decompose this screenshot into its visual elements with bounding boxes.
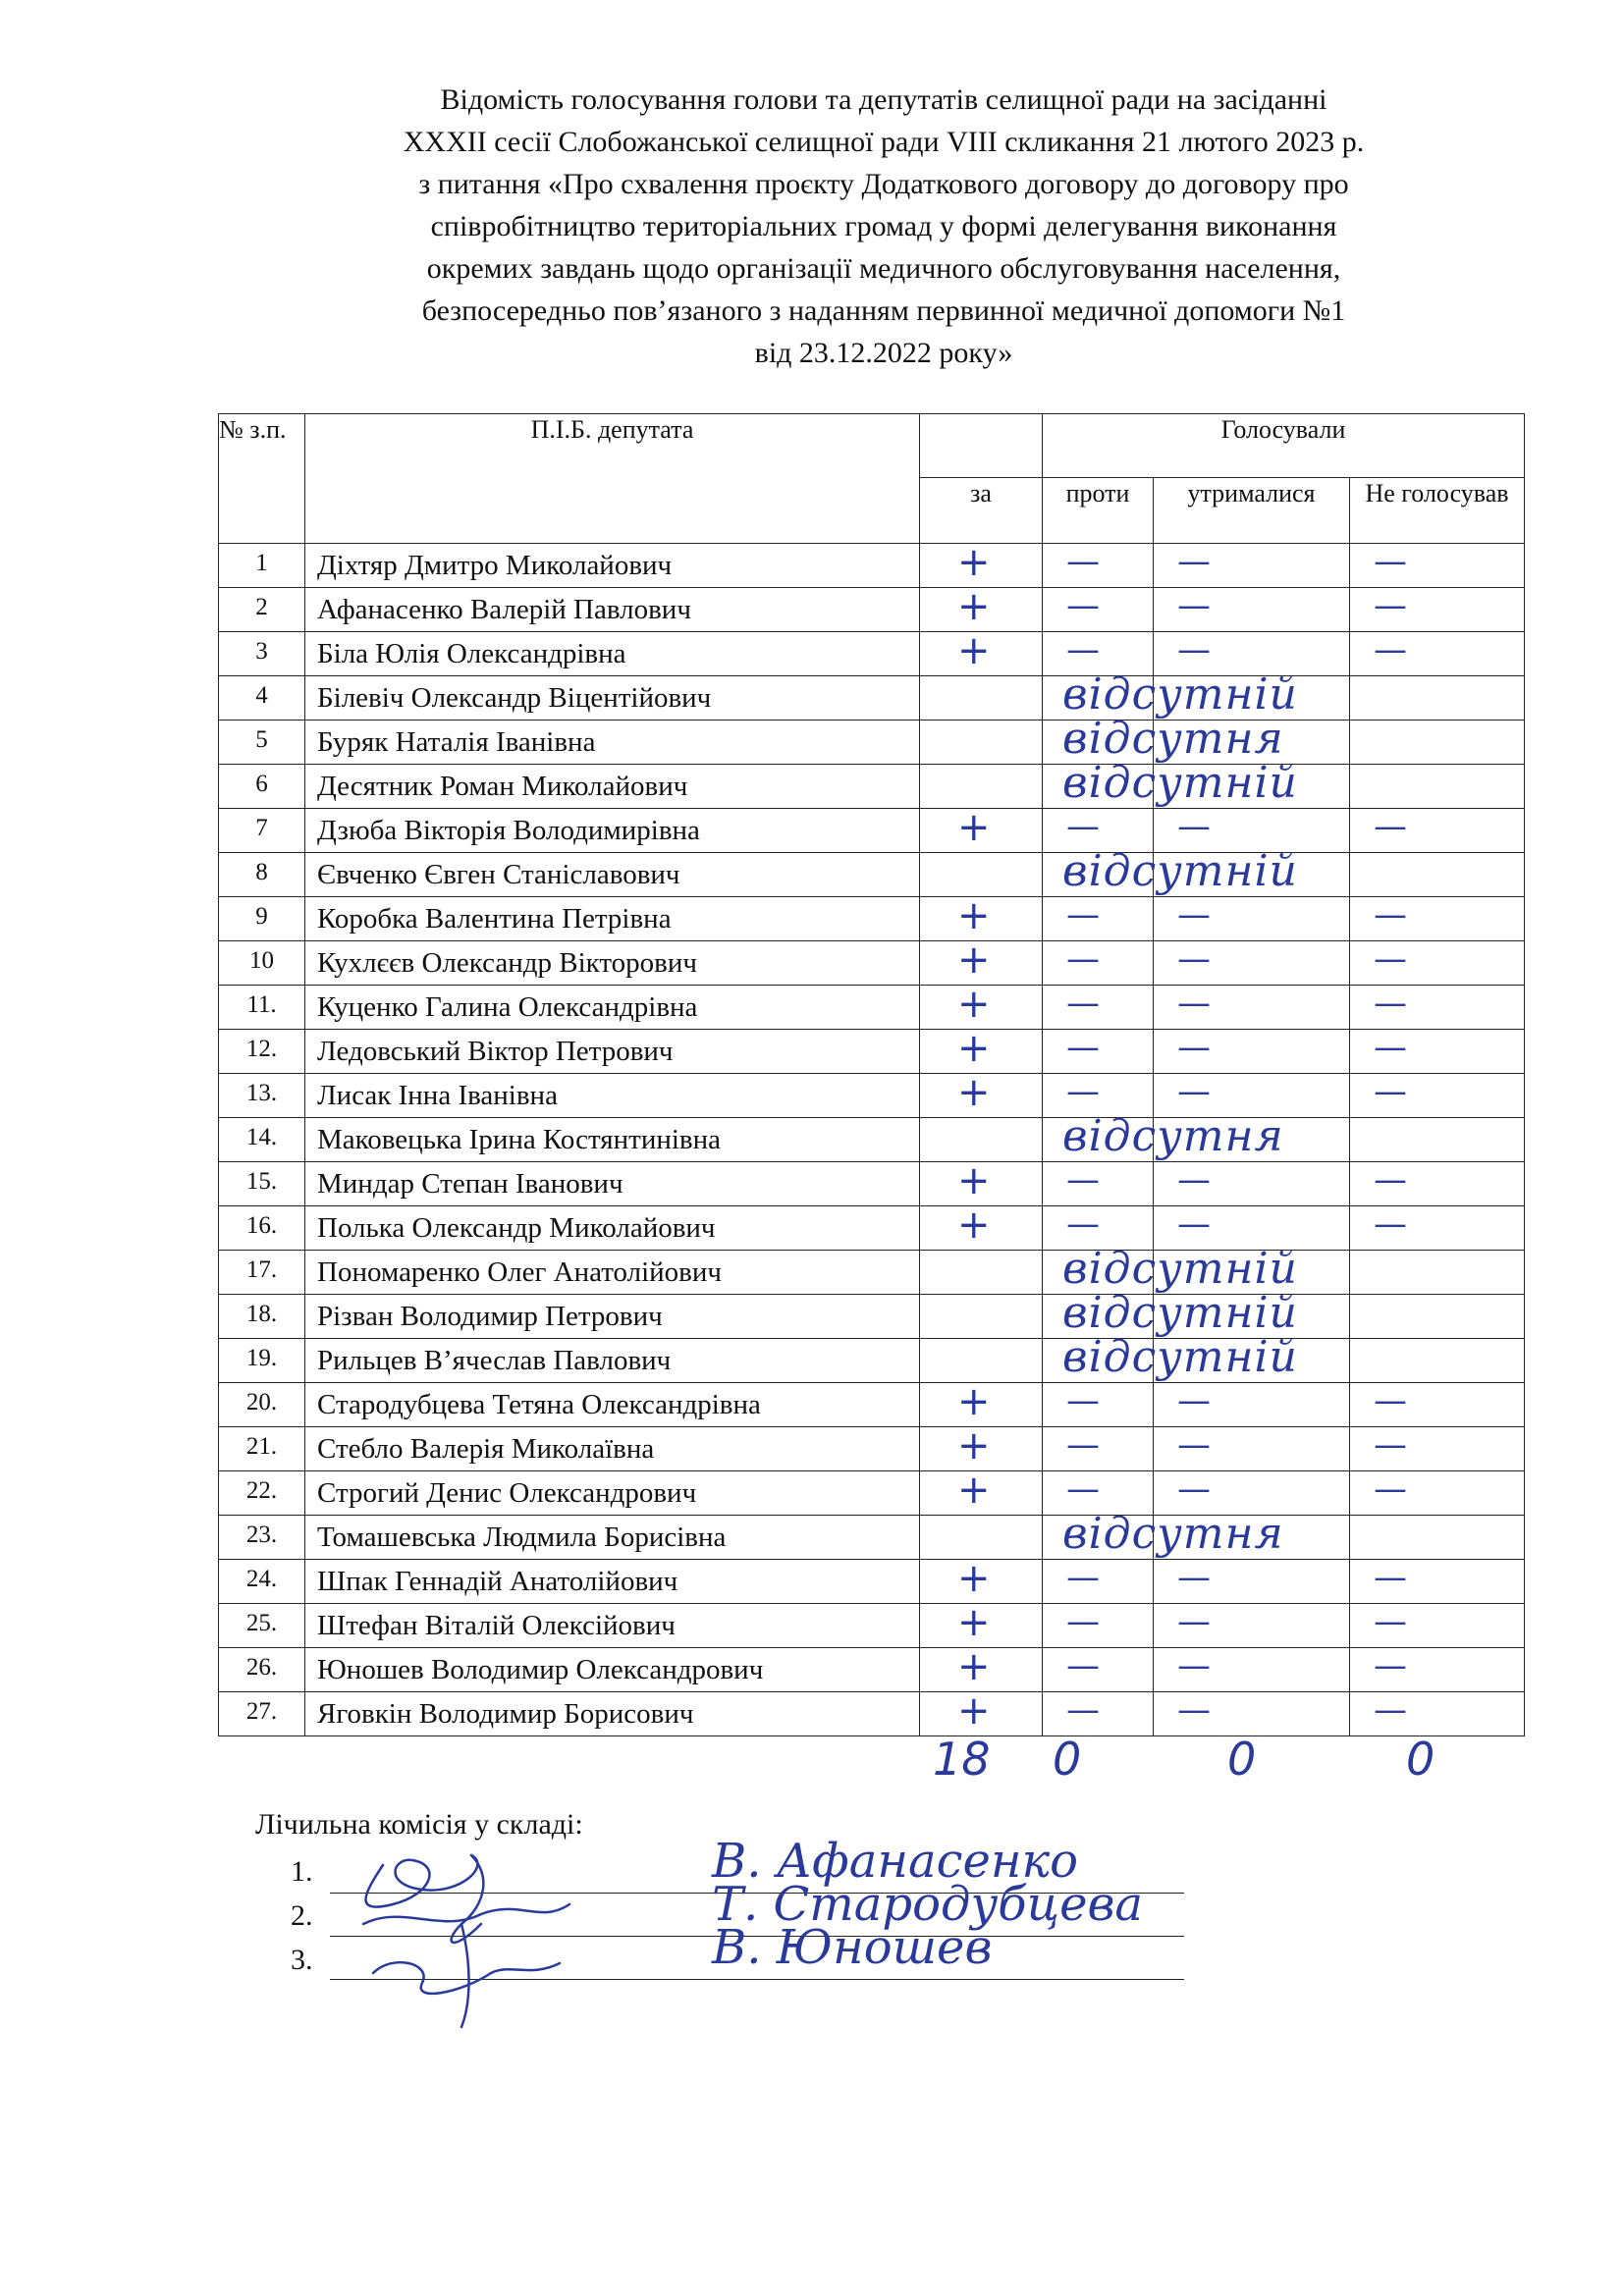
vote-abstained-cell [1154, 1604, 1350, 1648]
vote-for-cell [920, 1423, 1043, 1471]
vote-not-voted-cell [1350, 1471, 1525, 1516]
table-row [219, 632, 1525, 676]
title-line: співробітництво територіальних громад у формі делегування виконання [430, 210, 1337, 242]
vote-against-cell [1043, 1692, 1154, 1736]
vote-not-voted-cell [1350, 1118, 1525, 1162]
row-number: 22. [219, 1471, 305, 1516]
vote-not-voted-cell [1350, 1162, 1525, 1206]
document-title [245, 79, 1522, 374]
row-number: 26. [219, 1648, 305, 1692]
deputy-name: Стебло Валерія Миколаївна [305, 1427, 920, 1471]
handwritten-dash-mark: — [1374, 586, 1407, 625]
vote-not-voted-cell [1350, 1383, 1525, 1427]
row-number: 24. [219, 1560, 305, 1604]
vote-for-cell [920, 893, 1043, 941]
handwritten-plus-mark: + [957, 1600, 991, 1645]
vote-not-voted-cell [1350, 588, 1525, 632]
row-number: 11. [219, 986, 305, 1030]
deputy-name: Кухлєєв Олександр Вікторович [305, 941, 920, 986]
vote-for-cell [920, 1556, 1043, 1604]
vote-abstained-cell [1154, 1560, 1350, 1604]
vote-for-cell [920, 982, 1043, 1030]
title-line: Відомість голосування голови та депутатів селищної ради на засіданні [440, 83, 1327, 116]
vote-against-cell [1043, 1111, 1284, 1162]
handwritten-dash-mark: — [1177, 1558, 1211, 1597]
handwritten-dash-mark: — [1177, 1690, 1211, 1730]
vote-not-voted-cell [1350, 897, 1525, 941]
deputy-name: Біла Юлія Олександрівна [305, 632, 920, 676]
deputy-name: Юношев Володимир Олександрович [305, 1648, 920, 1692]
vote-for-cell [920, 765, 1043, 809]
vote-against-cell [1043, 846, 1298, 897]
title-line: окремих завдань щодо організації медичного обслуговування населення, [426, 252, 1341, 285]
row-number: 10 [219, 941, 305, 986]
handwritten-dash-mark: — [1177, 1425, 1211, 1465]
handwritten-absent-note: відсутній [1062, 846, 1298, 896]
header-against: проти [1043, 478, 1154, 544]
handwritten-dash-mark: — [1177, 1602, 1211, 1641]
vote-not-voted-cell [1350, 1692, 1525, 1736]
deputy-name: Штефан Віталій Олексійович [305, 1604, 920, 1648]
handwritten-plus-mark: + [957, 1026, 991, 1071]
vote-against-cell [1043, 1162, 1154, 1206]
handwritten-dash-mark: — [1374, 1646, 1407, 1685]
deputy-name: Полька Олександр Миколайович [305, 1206, 920, 1251]
vote-for-cell [920, 1379, 1043, 1427]
row-number: 23. [219, 1516, 305, 1560]
deputy-name: Білевіч Олександр Віцентійович [305, 676, 920, 721]
vote-not-voted-cell [1350, 809, 1525, 853]
handwritten-dash-mark: — [1374, 1072, 1407, 1111]
vote-for-cell [920, 628, 1043, 676]
handwritten-dash-mark: — [1066, 1160, 1100, 1200]
row-number: 27. [219, 1692, 305, 1736]
deputy-name: Шпак Геннадій Анатолійович [305, 1560, 920, 1604]
handwritten-absent-note: відсутній [1062, 758, 1298, 808]
deputy-name: Лисак Інна Іванівна [305, 1074, 920, 1118]
table-row [219, 1118, 1525, 1162]
handwritten-dash-mark: — [1374, 895, 1407, 934]
table-row [219, 588, 1525, 632]
row-number: 16. [219, 1206, 305, 1251]
header-name: П.І.Б. депутата [305, 414, 920, 544]
member-name: В. Юношев [712, 1920, 993, 1975]
deputy-name: Рильцев В’ячеслав Павлович [305, 1339, 920, 1383]
handwritten-dash-mark: — [1374, 1558, 1407, 1597]
handwritten-dash-mark: — [1177, 1028, 1211, 1067]
handwritten-plus-mark: + [957, 1556, 991, 1601]
vote-for-cell [920, 540, 1043, 588]
row-number: 18. [219, 1295, 305, 1339]
member-name: В. Афанасенко [712, 1834, 1079, 1889]
table-row [219, 1251, 1525, 1295]
handwritten-dash-mark: — [1177, 1646, 1211, 1685]
vote-abstained-cell [1154, 1383, 1350, 1427]
handwritten-dash-mark: — [1066, 1646, 1100, 1685]
handwritten-dash-mark: — [1374, 1204, 1407, 1244]
handwritten-dash-mark: — [1177, 542, 1211, 581]
handwritten-absent-note: відсутня [1062, 1509, 1284, 1559]
handwritten-dash-mark: — [1177, 1072, 1211, 1111]
row-number: 5 [219, 721, 305, 765]
deputy-name: Афанасенко Валерій Павлович [305, 588, 920, 632]
handwritten-dash-mark: — [1374, 1602, 1407, 1641]
vote-for-cell [920, 1202, 1043, 1251]
handwritten-dash-mark: — [1374, 939, 1407, 979]
vote-not-voted-cell [1350, 1604, 1525, 1648]
vote-abstained-cell [1154, 1427, 1350, 1471]
handwritten-plus-mark: + [957, 1644, 991, 1689]
vote-against-cell [1043, 1560, 1154, 1604]
header-for: за [920, 478, 1043, 544]
vote-for-cell [920, 1600, 1043, 1648]
handwritten-dash-mark: — [1374, 1469, 1407, 1509]
row-number: 14. [219, 1118, 305, 1162]
deputy-name: Томашевська Людмила Борисівна [305, 1516, 920, 1560]
row-number: 13. [219, 1074, 305, 1118]
handwritten-dash-mark: — [1066, 1469, 1100, 1509]
handwritten-dash-mark: — [1066, 1028, 1100, 1067]
table-body [219, 540, 1525, 1736]
handwritten-dash-mark: — [1177, 1469, 1211, 1509]
deputy-name: Миндар Степан Іванович [305, 1162, 920, 1206]
vote-not-voted-cell [1350, 941, 1525, 986]
handwritten-dash-mark: — [1066, 1204, 1100, 1244]
table-row [219, 1516, 1525, 1560]
title-line: з питання «Про схвалення проєкту Додаткового договору до договору про [418, 168, 1349, 200]
vote-against-cell [1043, 1383, 1154, 1427]
deputy-name: Пономаренко Олег Анатолійович [305, 1251, 920, 1295]
handwritten-dash-mark: — [1066, 1558, 1100, 1597]
handwritten-dash-mark: — [1066, 1381, 1100, 1420]
vote-not-voted-cell [1350, 1339, 1525, 1383]
handwritten-plus-mark: + [957, 982, 991, 1027]
table-row [219, 1295, 1525, 1339]
vote-abstained-cell [1154, 544, 1350, 588]
vote-not-voted-cell [1350, 1295, 1525, 1339]
deputy-name: Євченко Євген Станіславович [305, 853, 920, 897]
handwritten-dash-mark: — [1066, 1425, 1100, 1465]
deputy-name: Дзюба Вікторія Володимирівна [305, 809, 920, 853]
table-row [219, 1030, 1525, 1074]
vote-for-cell [920, 1070, 1043, 1118]
commission-label: Лічильна комісія у складі: [255, 1808, 583, 1841]
vote-against-cell [1043, 1648, 1154, 1692]
table-row [219, 1162, 1525, 1206]
vote-not-voted-cell [1350, 1206, 1525, 1251]
title-line: безпосередньо пов’язаного з наданням первинної медичної допомоги №1 [421, 294, 1346, 327]
row-number: 25. [219, 1604, 305, 1648]
vote-for-cell [920, 721, 1043, 765]
vote-against-cell [1043, 897, 1154, 941]
vote-for-cell [920, 584, 1043, 632]
handwritten-dash-mark: — [1066, 542, 1100, 581]
member-number: 2. [291, 1899, 313, 1932]
table-row [219, 1471, 1525, 1516]
handwritten-dash-mark: — [1177, 807, 1211, 846]
member-number: 1. [291, 1855, 313, 1888]
handwritten-dash-mark: — [1177, 939, 1211, 979]
vote-for-cell [920, 1295, 1043, 1339]
handwritten-dash-mark: — [1177, 984, 1211, 1023]
total-for: 18 [933, 1733, 991, 1786]
handwritten-plus-mark: + [957, 1379, 991, 1424]
handwritten-plus-mark: + [957, 584, 991, 629]
vote-not-voted-cell [1350, 1030, 1525, 1074]
handwritten-plus-mark: + [957, 937, 991, 983]
handwritten-dash-mark: — [1066, 630, 1100, 669]
vote-abstained-cell [1154, 1030, 1350, 1074]
vote-not-voted-cell [1350, 544, 1525, 588]
vote-abstained-cell [1154, 1648, 1350, 1692]
handwritten-dash-mark: — [1177, 630, 1211, 669]
vote-not-voted-cell [1350, 1648, 1525, 1692]
handwritten-dash-mark: — [1374, 1160, 1407, 1200]
handwritten-signatures [324, 1806, 619, 2042]
row-number: 12. [219, 1030, 305, 1074]
row-number: 17. [219, 1251, 305, 1295]
row-number: 9 [219, 897, 305, 941]
vote-not-voted-cell [1350, 1251, 1525, 1295]
vote-for-cell [920, 1468, 1043, 1516]
vote-against-cell [1043, 758, 1298, 809]
handwritten-dash-mark: — [1374, 1028, 1407, 1067]
handwritten-dash-mark: — [1374, 807, 1407, 846]
vote-against-cell [1043, 1030, 1154, 1074]
header-blank [920, 414, 1043, 478]
handwritten-plus-mark: + [957, 628, 991, 673]
row-number: 8 [219, 853, 305, 897]
deputy-name: Різван Володимир Петрович [305, 1295, 920, 1339]
vote-abstained-cell [1154, 1692, 1350, 1736]
vote-for-cell [920, 1251, 1043, 1295]
vote-against-cell [1043, 1509, 1284, 1560]
handwritten-dash-mark: — [1066, 939, 1100, 979]
table-row [219, 544, 1525, 588]
handwritten-absent-note: відсутній [1062, 669, 1298, 720]
handwritten-dash-mark: — [1066, 895, 1100, 934]
vote-for-cell [920, 1644, 1043, 1692]
vote-abstained-cell [1154, 1162, 1350, 1206]
vote-for-cell [920, 676, 1043, 721]
table-row [219, 941, 1525, 986]
header-abstained: утрималися [1154, 478, 1350, 544]
table-row [219, 897, 1525, 941]
table-row [219, 1560, 1525, 1604]
handwritten-dash-mark: — [1066, 586, 1100, 625]
table-row [219, 1427, 1525, 1471]
handwritten-dash-mark: — [1066, 1072, 1100, 1111]
handwritten-dash-mark: — [1374, 542, 1407, 581]
handwritten-dash-mark: — [1066, 1690, 1100, 1730]
handwritten-dash-mark: — [1177, 895, 1211, 934]
vote-not-voted-cell [1350, 1074, 1525, 1118]
handwritten-absent-note: відсутній [1062, 1332, 1298, 1382]
voting-table [218, 413, 1525, 1736]
vote-for-cell [920, 1026, 1043, 1074]
row-number: 6 [219, 765, 305, 809]
table-row [219, 809, 1525, 853]
table-row [219, 1692, 1525, 1736]
handwritten-plus-mark: + [957, 805, 991, 850]
vote-not-voted-cell [1350, 1427, 1525, 1471]
vote-against-cell [1043, 1332, 1298, 1383]
handwritten-plus-mark: + [957, 893, 991, 938]
handwritten-plus-mark: + [957, 1688, 991, 1734]
handwritten-dash-mark: — [1374, 1425, 1407, 1465]
handwritten-dash-mark: — [1177, 1204, 1211, 1244]
vote-not-voted-cell [1350, 632, 1525, 676]
handwritten-dash-mark: — [1374, 1690, 1407, 1730]
vote-not-voted-cell [1350, 676, 1525, 721]
table-row [219, 1383, 1525, 1427]
table-row [219, 676, 1525, 721]
handwritten-dash-mark: — [1177, 1381, 1211, 1420]
handwritten-absent-note: відсутній [1062, 1244, 1298, 1294]
vote-abstained-cell [1154, 588, 1350, 632]
table-row [219, 765, 1525, 809]
vote-not-voted-cell [1350, 1516, 1525, 1560]
total-abstained: 0 [1227, 1733, 1257, 1786]
row-number: 4 [219, 676, 305, 721]
handwritten-plus-mark: + [957, 1468, 991, 1513]
handwritten-dash-mark: — [1177, 1160, 1211, 1200]
handwritten-plus-mark: + [957, 1158, 991, 1203]
table-row [219, 1339, 1525, 1383]
table-row [219, 721, 1525, 765]
vote-against-cell [1043, 941, 1154, 986]
deputy-name: Стародубцева Тетяна Олександрівна [305, 1383, 920, 1427]
handwritten-dash-mark: — [1066, 1602, 1100, 1641]
handwritten-dash-mark: — [1374, 984, 1407, 1023]
handwritten-absent-note: відсутня [1062, 1111, 1284, 1161]
handwritten-plus-mark: + [957, 540, 991, 585]
row-number: 20. [219, 1383, 305, 1427]
deputy-name: Строгий Денис Олександрович [305, 1471, 920, 1516]
handwritten-plus-mark: + [957, 1070, 991, 1115]
handwritten-dash-mark: — [1066, 807, 1100, 846]
member-number: 3. [291, 1944, 313, 1976]
vote-for-cell [920, 805, 1043, 853]
handwritten-absent-note: відсутній [1062, 1288, 1298, 1338]
table-row [219, 853, 1525, 897]
vote-not-voted-cell [1350, 765, 1525, 809]
vote-for-cell [920, 1339, 1043, 1383]
header-voted: Голосували [1043, 414, 1525, 478]
vote-for-cell [920, 1516, 1043, 1560]
table-row [219, 1604, 1525, 1648]
row-number: 1 [219, 544, 305, 588]
handwritten-dash-mark: — [1177, 586, 1211, 625]
vote-not-voted-cell [1350, 721, 1525, 765]
deputy-name: Десятник Роман Миколайович [305, 765, 920, 809]
vote-not-voted-cell [1350, 1560, 1525, 1604]
deputy-name: Діхтяр Дмитро Миколайович [305, 544, 920, 588]
row-number: 3 [219, 632, 305, 676]
vote-not-voted-cell [1350, 986, 1525, 1030]
deputy-name: Яговкін Володимир Борисович [305, 1692, 920, 1736]
total-against: 0 [1053, 1733, 1082, 1786]
row-number: 15. [219, 1162, 305, 1206]
handwritten-absent-note: відсутня [1062, 714, 1284, 764]
deputy-name: Коробка Валентина Петрівна [305, 897, 920, 941]
deputy-name: Маковецька Ірина Костянтинівна [305, 1118, 920, 1162]
title-line: від 23.12.2022 року» [754, 337, 1013, 369]
table-row [219, 1074, 1525, 1118]
member-name: Т. Стародубцева [712, 1877, 1144, 1932]
handwritten-dash-mark: — [1066, 984, 1100, 1023]
handwritten-plus-mark: + [957, 1423, 991, 1468]
header-not-voted: Не голосував [1350, 478, 1525, 544]
vote-for-cell [920, 1688, 1043, 1736]
deputy-name: Куценко Галина Олександрівна [305, 986, 920, 1030]
row-number: 7 [219, 809, 305, 853]
vote-against-cell [1043, 1604, 1154, 1648]
table-row [219, 986, 1525, 1030]
vote-abstained-cell [1154, 897, 1350, 941]
vote-against-cell [1043, 1427, 1154, 1471]
vote-abstained-cell [1154, 986, 1350, 1030]
handwritten-dash-mark: — [1374, 630, 1407, 669]
vote-for-cell [920, 1158, 1043, 1206]
handwritten-dash-mark: — [1374, 1381, 1407, 1420]
vote-for-cell [920, 937, 1043, 986]
vote-for-cell [920, 853, 1043, 897]
header-number: № з.п. [219, 414, 305, 544]
vote-against-cell [1043, 588, 1154, 632]
total-not-voted: 0 [1406, 1733, 1435, 1786]
table-row [219, 1206, 1525, 1251]
deputy-name: Буряк Наталія Іванівна [305, 721, 920, 765]
row-number: 2 [219, 588, 305, 632]
handwritten-plus-mark: + [957, 1202, 991, 1248]
vote-abstained-cell [1154, 941, 1350, 986]
table-row [219, 1648, 1525, 1692]
vote-not-voted-cell [1350, 853, 1525, 897]
row-number: 19. [219, 1339, 305, 1383]
vote-for-cell [920, 1118, 1043, 1162]
vote-against-cell [1043, 986, 1154, 1030]
row-number: 21. [219, 1427, 305, 1471]
title-line: XXXII сесії Слобожанської селищної ради VIII скликання 21 лютого 2023 р. [403, 126, 1365, 158]
vote-against-cell [1043, 544, 1154, 588]
deputy-name: Ледовський Віктор Петрович [305, 1030, 920, 1074]
